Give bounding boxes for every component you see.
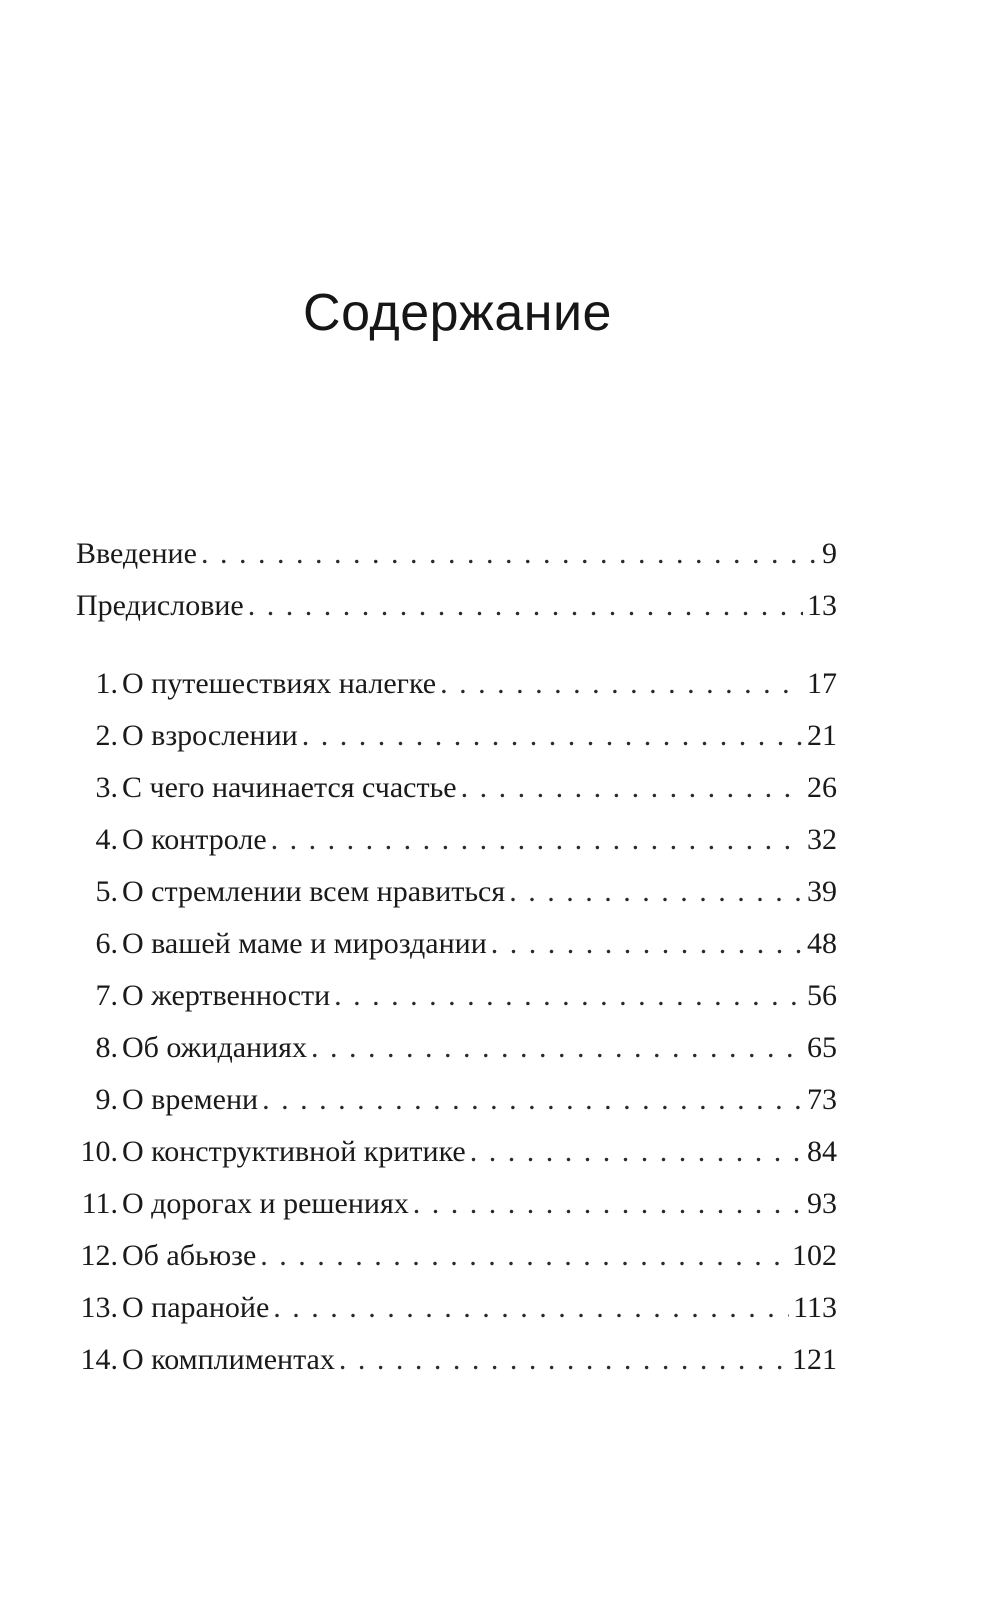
toc-entry-page: 21 [807,719,837,752]
toc-entry-label: О паранойе [122,1291,270,1324]
toc-chapter-entry[interactable] [76,1187,837,1227]
toc-chapter-entry[interactable] [76,979,837,1019]
toc-entry-label: О взрослении [122,719,298,752]
toc-entry-introduction[interactable] [76,537,837,577]
toc-leader-dots [273,1291,789,1325]
toc-entry-preface[interactable] [76,589,837,629]
toc-entry-page: 113 [793,1291,837,1324]
toc-entry-label: О времени [122,1083,259,1116]
toc-chapter-number: 6. [95,927,118,960]
toc-entry-label: О комплиментах [122,1343,335,1376]
toc-entry-label: О стремлении всем нравиться [122,875,506,908]
toc-chapter-entry[interactable] [76,771,837,811]
toc-chapter-entry[interactable] [76,1291,837,1331]
toc-entry-page: 26 [807,771,837,804]
toc-entry-page: 32 [807,823,837,856]
toc-chapter-number: 7. [95,979,118,1012]
toc-leader-dots [470,1135,803,1169]
toc-chapter-entry[interactable] [76,667,837,707]
toc-leader-dots [262,1083,803,1117]
toc-entry-page: 93 [807,1187,837,1220]
page-title: Содержание [303,284,612,342]
toc-entry-page: 84 [807,1135,837,1168]
toc-entry-page: 48 [807,927,837,960]
toc-leader-dots [334,979,803,1013]
toc-entry-page: 73 [807,1083,837,1116]
toc-chapter-entry[interactable] [76,1135,837,1175]
toc-entry-page: 56 [807,979,837,1012]
toc-entry-page: 13 [807,589,837,622]
toc-chapter-entry[interactable] [76,719,837,759]
toc-entry-label: О конструктивной критике [122,1135,466,1168]
toc-leader-dots [461,771,803,805]
toc-entry-label: С чего начинается счастье [122,771,457,804]
toc-entry-page: 102 [792,1239,837,1272]
toc-leader-dots [248,589,803,623]
toc-entry-label: О жертвенности [122,979,331,1012]
toc-chapter-entry[interactable] [76,1083,837,1123]
toc-chapter-number: 13. [80,1291,118,1324]
toc-entry-page: 121 [792,1343,837,1376]
toc-chapter-number: 4. [95,823,118,856]
toc-entry-label: О путешествиях налегке [122,667,437,700]
toc-chapter-number: 8. [95,1031,118,1064]
toc-chapter-number: 9. [95,1083,118,1116]
toc-leader-dots [311,1031,803,1065]
toc-entry-label: Об ожиданиях [122,1031,307,1064]
toc-leader-dots [491,927,803,961]
toc-entry-label: О вашей маме и мироздании [122,927,487,960]
toc-leader-dots [509,875,803,909]
toc-entry-label: О контроле [122,823,267,856]
toc-chapter-entry[interactable] [76,823,837,863]
toc-entry-page: 9 [822,537,837,570]
toc-chapter-number: 1. [95,667,118,700]
toc-leader-dots [271,823,803,857]
toc-chapter-entry[interactable] [76,875,837,915]
toc-leader-dots [440,667,803,701]
toc-entry-page: 17 [807,667,837,700]
toc-chapter-number: 11. [81,1187,118,1220]
toc-leader-dots [339,1343,788,1377]
toc-chapter-entry[interactable] [76,1239,837,1279]
toc-entry-page: 39 [807,875,837,908]
toc-entry-label: Введение [76,537,197,570]
toc-entry-page: 65 [807,1031,837,1064]
toc-entry-label: Предисловие [76,589,244,622]
toc-leader-dots [260,1239,788,1273]
toc-leader-dots [413,1187,803,1221]
toc-leader-dots [201,537,818,571]
toc-chapter-entry[interactable] [76,927,837,967]
toc-chapter-number: 14. [80,1343,118,1376]
toc-chapter-number: 2. [95,719,118,752]
toc-chapter-number: 12. [80,1239,118,1272]
toc-chapter-entry[interactable] [76,1031,837,1071]
toc-chapter-number: 3. [95,771,118,804]
toc-chapter-number: 5. [95,875,118,908]
toc-entry-label: Об абьюзе [122,1239,257,1272]
toc-entry-label: О дорогах и решениях [122,1187,409,1220]
toc-leader-dots [302,719,803,753]
toc-chapter-entry[interactable] [76,1343,837,1383]
toc-chapter-number: 10. [80,1135,118,1168]
